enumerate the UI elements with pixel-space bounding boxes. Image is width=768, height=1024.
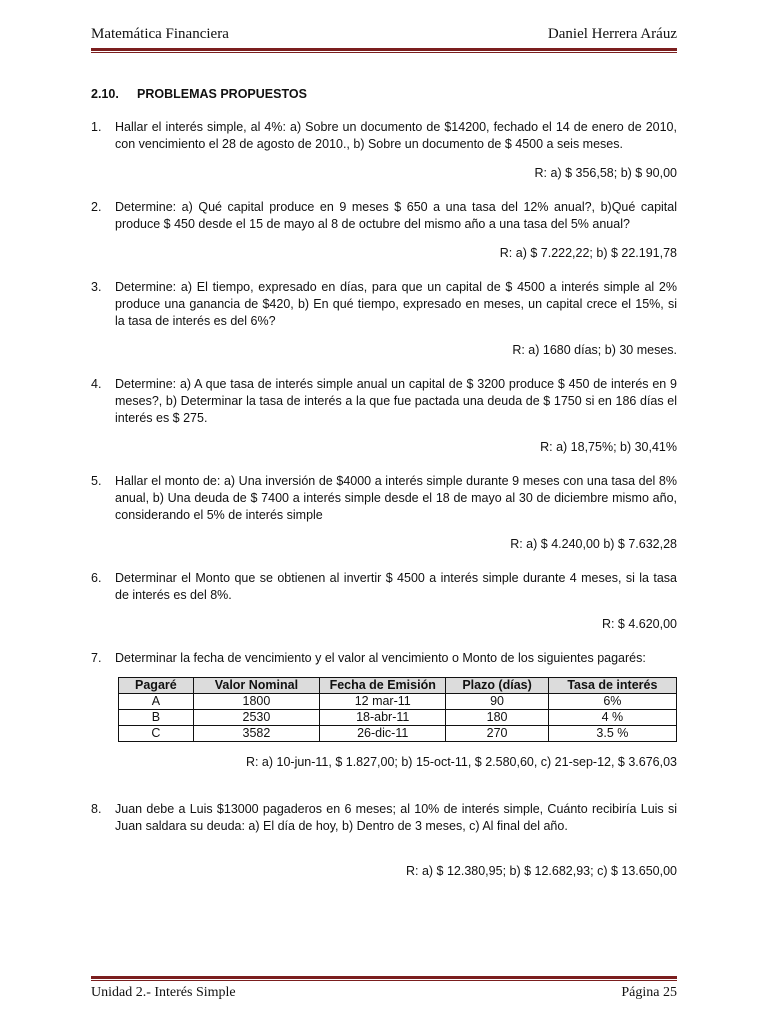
problem-number: 3. (91, 280, 102, 294)
problem-5 (91, 473, 677, 553)
problem-text: Hallar el interés simple, al 4%: a) Sobre un documento de $14200, fechado el 14 de enero de 2010, con vencimiento el 28 de agosto de 2010., b) Sobre un documento de $ 4500 a seis meses. (115, 120, 677, 151)
table-cell: 270 (446, 726, 548, 742)
section-title (91, 86, 677, 103)
problem-6 (91, 570, 677, 633)
table-header-cell: Tasa de interés (548, 678, 676, 694)
problem-number: 8. (91, 802, 102, 816)
footer-page-number: Página 25 (621, 985, 677, 1000)
problem-text: Determinar la fecha de vencimiento y el valor al vencimiento o Monto de los siguientes pagarés: (115, 651, 646, 665)
header-rule-thin (91, 52, 677, 53)
table-cell: 18-abr-11 (320, 710, 446, 726)
table-header-cell: Pagaré (119, 678, 194, 694)
table-cell: 12 mar-11 (320, 694, 446, 710)
problem-answer: R: $ 4.620,00 (601, 617, 677, 631)
problem-text: Hallar el monto de: a) Una inversión de $4000 a interés simple durante 9 meses con una tasa del 8% anual, b) Una deuda de $ 7400 a interés simple desde el 18 de mayo al 30 de diciembre mismo año, considerando el 5% de interés simple (115, 474, 677, 522)
problem-7 (91, 650, 677, 771)
problem-answer: R: a) $ 12.380,95; b) $ 12.682,93; c) $ 13.650,00 (405, 864, 677, 878)
problem-answer: R: a) $ 4.240,00 b) $ 7.632,28 (510, 537, 677, 551)
table-header-cell: Fecha de Emisión (320, 678, 446, 694)
header-rule (91, 48, 677, 51)
header-course-title: Matemática Financiera (91, 26, 229, 42)
page-footer (91, 985, 677, 1001)
table-cell: 3582 (193, 726, 319, 742)
problem-answer: R: a) $ 356,58; b) $ 90,00 (534, 166, 677, 180)
page-header (91, 26, 677, 43)
table-cell: 90 (446, 694, 548, 710)
problem-3 (91, 279, 677, 359)
pagares-table (118, 677, 677, 742)
problem-number: 4. (91, 377, 102, 391)
table-cell: 2530 (193, 710, 319, 726)
table-header-cell: Valor Nominal (193, 678, 319, 694)
problem-text: Determine: a) A que tasa de interés simple anual un capital de $ 3200 produce $ 450 de interés en 9 meses?, b) Determinar la tasa de interés a la que fue pactada una deuda de $ 1750 si en 186 días el interés es $ 275. (115, 377, 677, 425)
footer-rule-thin (91, 980, 677, 981)
header-author: Daniel Herrera Aráuz (547, 26, 677, 42)
problem-answer: R: a) 18,75%; b) 30,41% (540, 440, 677, 454)
problem-number: 1. (91, 120, 102, 134)
problem-text: Determine: a) El tiempo, expresado en días, para que un capital de $ 4500 a interés simple al 2% produce una ganancia de $420, b) En qué tiempo, expresado en meses, un capital crece el 15%, si la tasa de interés es del 6%? (115, 280, 677, 328)
problem-4 (91, 376, 677, 456)
problem-text: Determine: a) Qué capital produce en 9 meses $ 650 a una tasa del 12% anual?, b)Qué capital produce $ 450 desde el 15 de mayo al 8 de octubre del mismo año a una tasa del 5% anual? (115, 200, 677, 231)
problem-2 (91, 199, 677, 262)
table-header-cell: Plazo (días) (446, 678, 548, 694)
table-row (119, 726, 677, 742)
table-cell: 4 % (548, 710, 676, 726)
page-content (91, 86, 677, 880)
table-cell: 3.5 % (548, 726, 676, 742)
table-row (119, 694, 677, 710)
problem-number: 2. (91, 200, 102, 214)
footer-unit: Unidad 2.- Interés Simple (91, 985, 236, 1000)
section-heading: PROBLEMAS PROPUESTOS (137, 87, 307, 101)
table-row (119, 710, 677, 726)
problem-number: 6. (91, 571, 102, 585)
problem-8 (91, 801, 677, 880)
table-cell: B (119, 710, 194, 726)
table-cell: 1800 (193, 694, 319, 710)
problem-number: 7. (91, 651, 102, 665)
problem-answer: R: a) 10-jun-11, $ 1.827,00; b) 15-oct-11, $ 2.580,60, c) 21-sep-12, $ 3.676,03 (245, 755, 677, 769)
footer-rule (91, 976, 677, 979)
table-header-row (119, 678, 677, 694)
problem-text: Determinar el Monto que se obtienen al invertir $ 4500 a interés simple durante 4 meses, si la tasa de interés es del 8%. (115, 571, 677, 602)
problem-text: Juan debe a Luis $13000 pagaderos en 6 meses; al 10% de interés simple, Cuánto recibiría Luis si Juan saldara su deuda: a) El día de hoy, b) Dentro de 3 meses, c) Al final del año. (115, 802, 677, 833)
problem-number: 5. (91, 474, 102, 488)
section-number: 2.10. (91, 87, 119, 101)
problem-answer: R: a) $ 7.222,22; b) $ 22.191,78 (499, 246, 677, 260)
table-cell: A (119, 694, 194, 710)
table-cell: 180 (446, 710, 548, 726)
problem-1 (91, 119, 677, 182)
table-cell: C (119, 726, 194, 742)
table-cell: 26-dic-11 (320, 726, 446, 742)
problem-answer: R: a) 1680 días; b) 30 meses. (512, 343, 677, 357)
table-cell: 6% (548, 694, 676, 710)
